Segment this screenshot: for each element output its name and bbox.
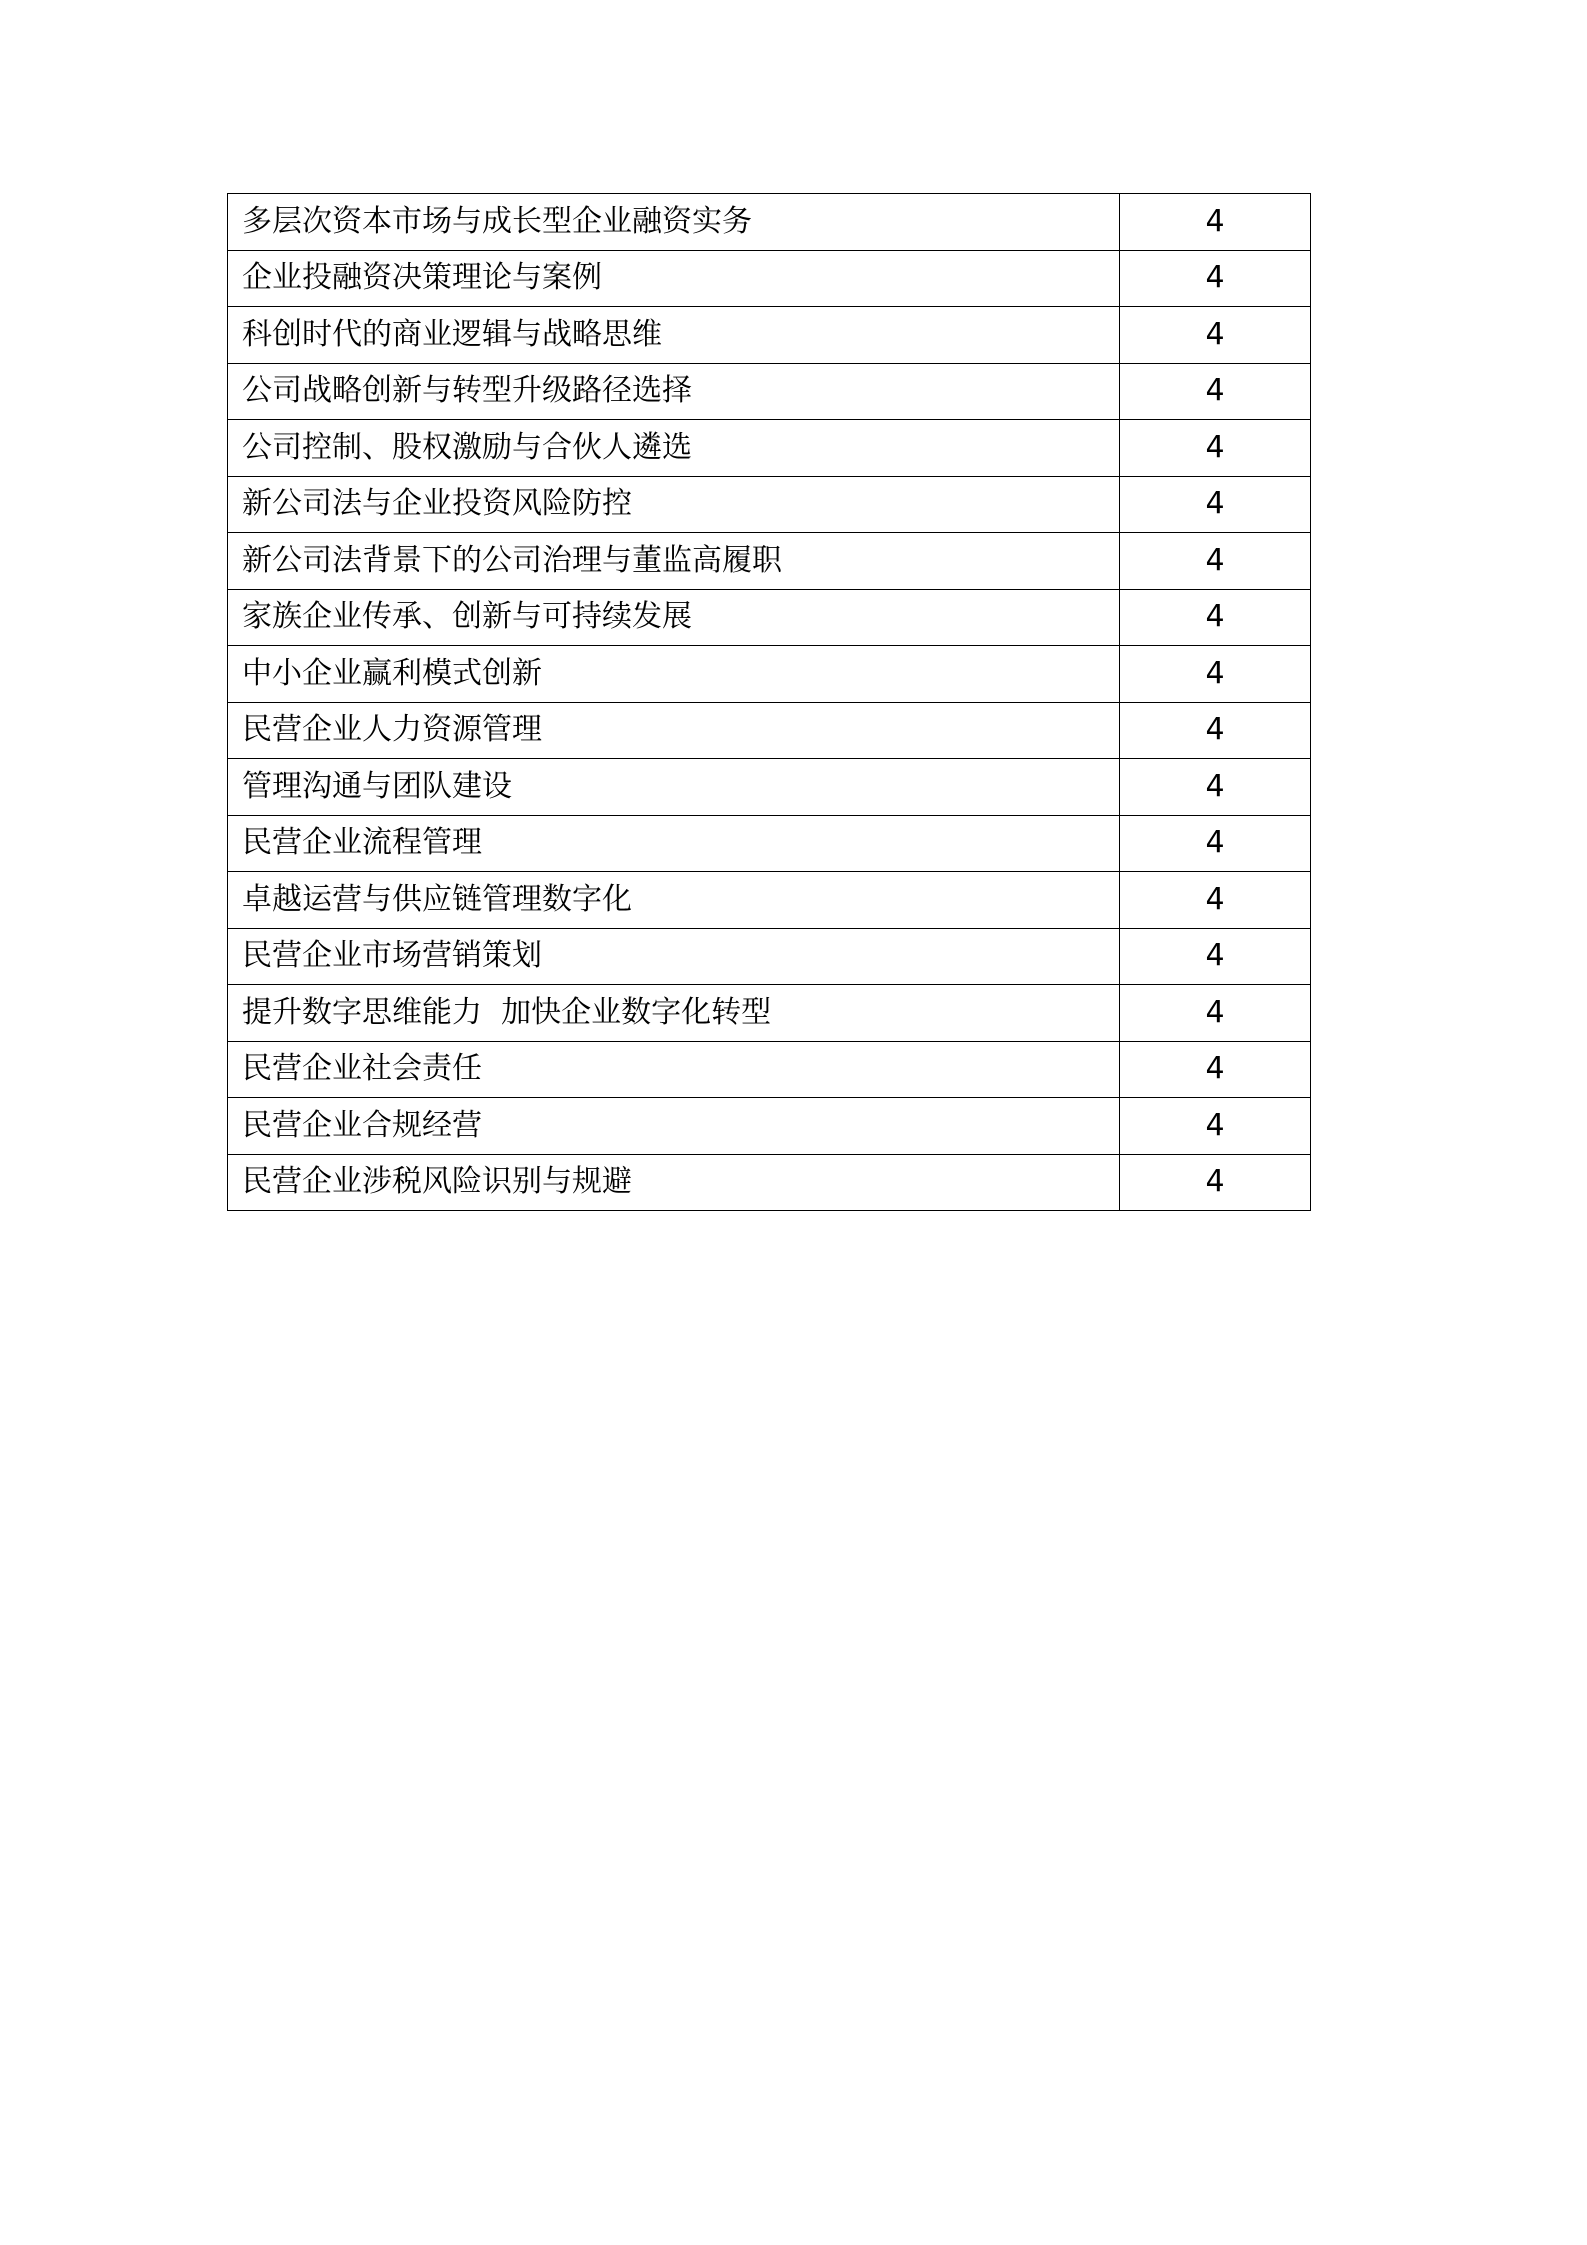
course-credit-cell: 4: [1120, 928, 1311, 985]
course-credit-cell: 4: [1120, 194, 1311, 251]
table-row: [228, 250, 1311, 307]
table-row: [228, 815, 1311, 872]
course-name-cell: 民营企业社会责任: [228, 1041, 1120, 1098]
course-credit-cell: 4: [1120, 589, 1311, 646]
table-row: [228, 928, 1311, 985]
table-row: [228, 363, 1311, 420]
course-credit-cell: 4: [1120, 420, 1311, 477]
course-name-cell: 民营企业人力资源管理: [228, 702, 1120, 759]
course-credit-cell: 4: [1120, 250, 1311, 307]
course-credit-cell: 4: [1120, 759, 1311, 816]
course-name-cell: 公司战略创新与转型升级路径选择: [228, 363, 1120, 420]
table-row: [228, 1098, 1311, 1155]
course-credit-cell: 4: [1120, 872, 1311, 929]
course-name-cell: 民营企业市场营销策划: [228, 928, 1120, 985]
table-row: [228, 985, 1311, 1042]
course-credit-cell: 4: [1120, 476, 1311, 533]
table-row: [228, 1041, 1311, 1098]
course-credit-cell: 4: [1120, 533, 1311, 590]
course-name-cell: 民营企业合规经营: [228, 1098, 1120, 1155]
course-credit-cell: 4: [1120, 1098, 1311, 1155]
table-row: [228, 1154, 1311, 1211]
table-row: [228, 476, 1311, 533]
table-row: [228, 533, 1311, 590]
course-name-cell: 新公司法与企业投资风险防控: [228, 476, 1120, 533]
course-name-cell: 家族企业传承、创新与可持续发展: [228, 589, 1120, 646]
course-name-cell: 管理沟通与团队建设: [228, 759, 1120, 816]
course-name-cell: 科创时代的商业逻辑与战略思维: [228, 307, 1120, 364]
table-row: [228, 194, 1311, 251]
course-name-cell: 民营企业涉税风险识别与规避: [228, 1154, 1120, 1211]
course-credit-cell: 4: [1120, 307, 1311, 364]
course-name-cell: 多层次资本市场与成长型企业融资实务: [228, 194, 1120, 251]
course-name-cell: 中小企业赢利模式创新: [228, 646, 1120, 703]
course-name-cell: 卓越运营与供应链管理数字化: [228, 872, 1120, 929]
course-credit-cell: 4: [1120, 1041, 1311, 1098]
course-credit-cell: 4: [1120, 702, 1311, 759]
course-name-cell: 新公司法背景下的公司治理与董监高履职: [228, 533, 1120, 590]
course-credit-cell: 4: [1120, 646, 1311, 703]
table-row: [228, 872, 1311, 929]
course-name-cell: 民营企业流程管理: [228, 815, 1120, 872]
table-row: [228, 589, 1311, 646]
course-name-cell: 提升数字思维能力 加快企业数字化转型: [228, 985, 1120, 1042]
course-credit-cell: 4: [1120, 1154, 1311, 1211]
course-table: [227, 193, 1311, 1211]
table-row: [228, 646, 1311, 703]
table-row: [228, 759, 1311, 816]
course-credit-cell: 4: [1120, 363, 1311, 420]
course-credit-cell: 4: [1120, 815, 1311, 872]
table-row: [228, 420, 1311, 477]
table-row: [228, 702, 1311, 759]
table-row: [228, 307, 1311, 364]
course-name-cell: 公司控制、股权激励与合伙人遴选: [228, 420, 1120, 477]
course-name-cell: 企业投融资决策理论与案例: [228, 250, 1120, 307]
course-credit-cell: 4: [1120, 985, 1311, 1042]
